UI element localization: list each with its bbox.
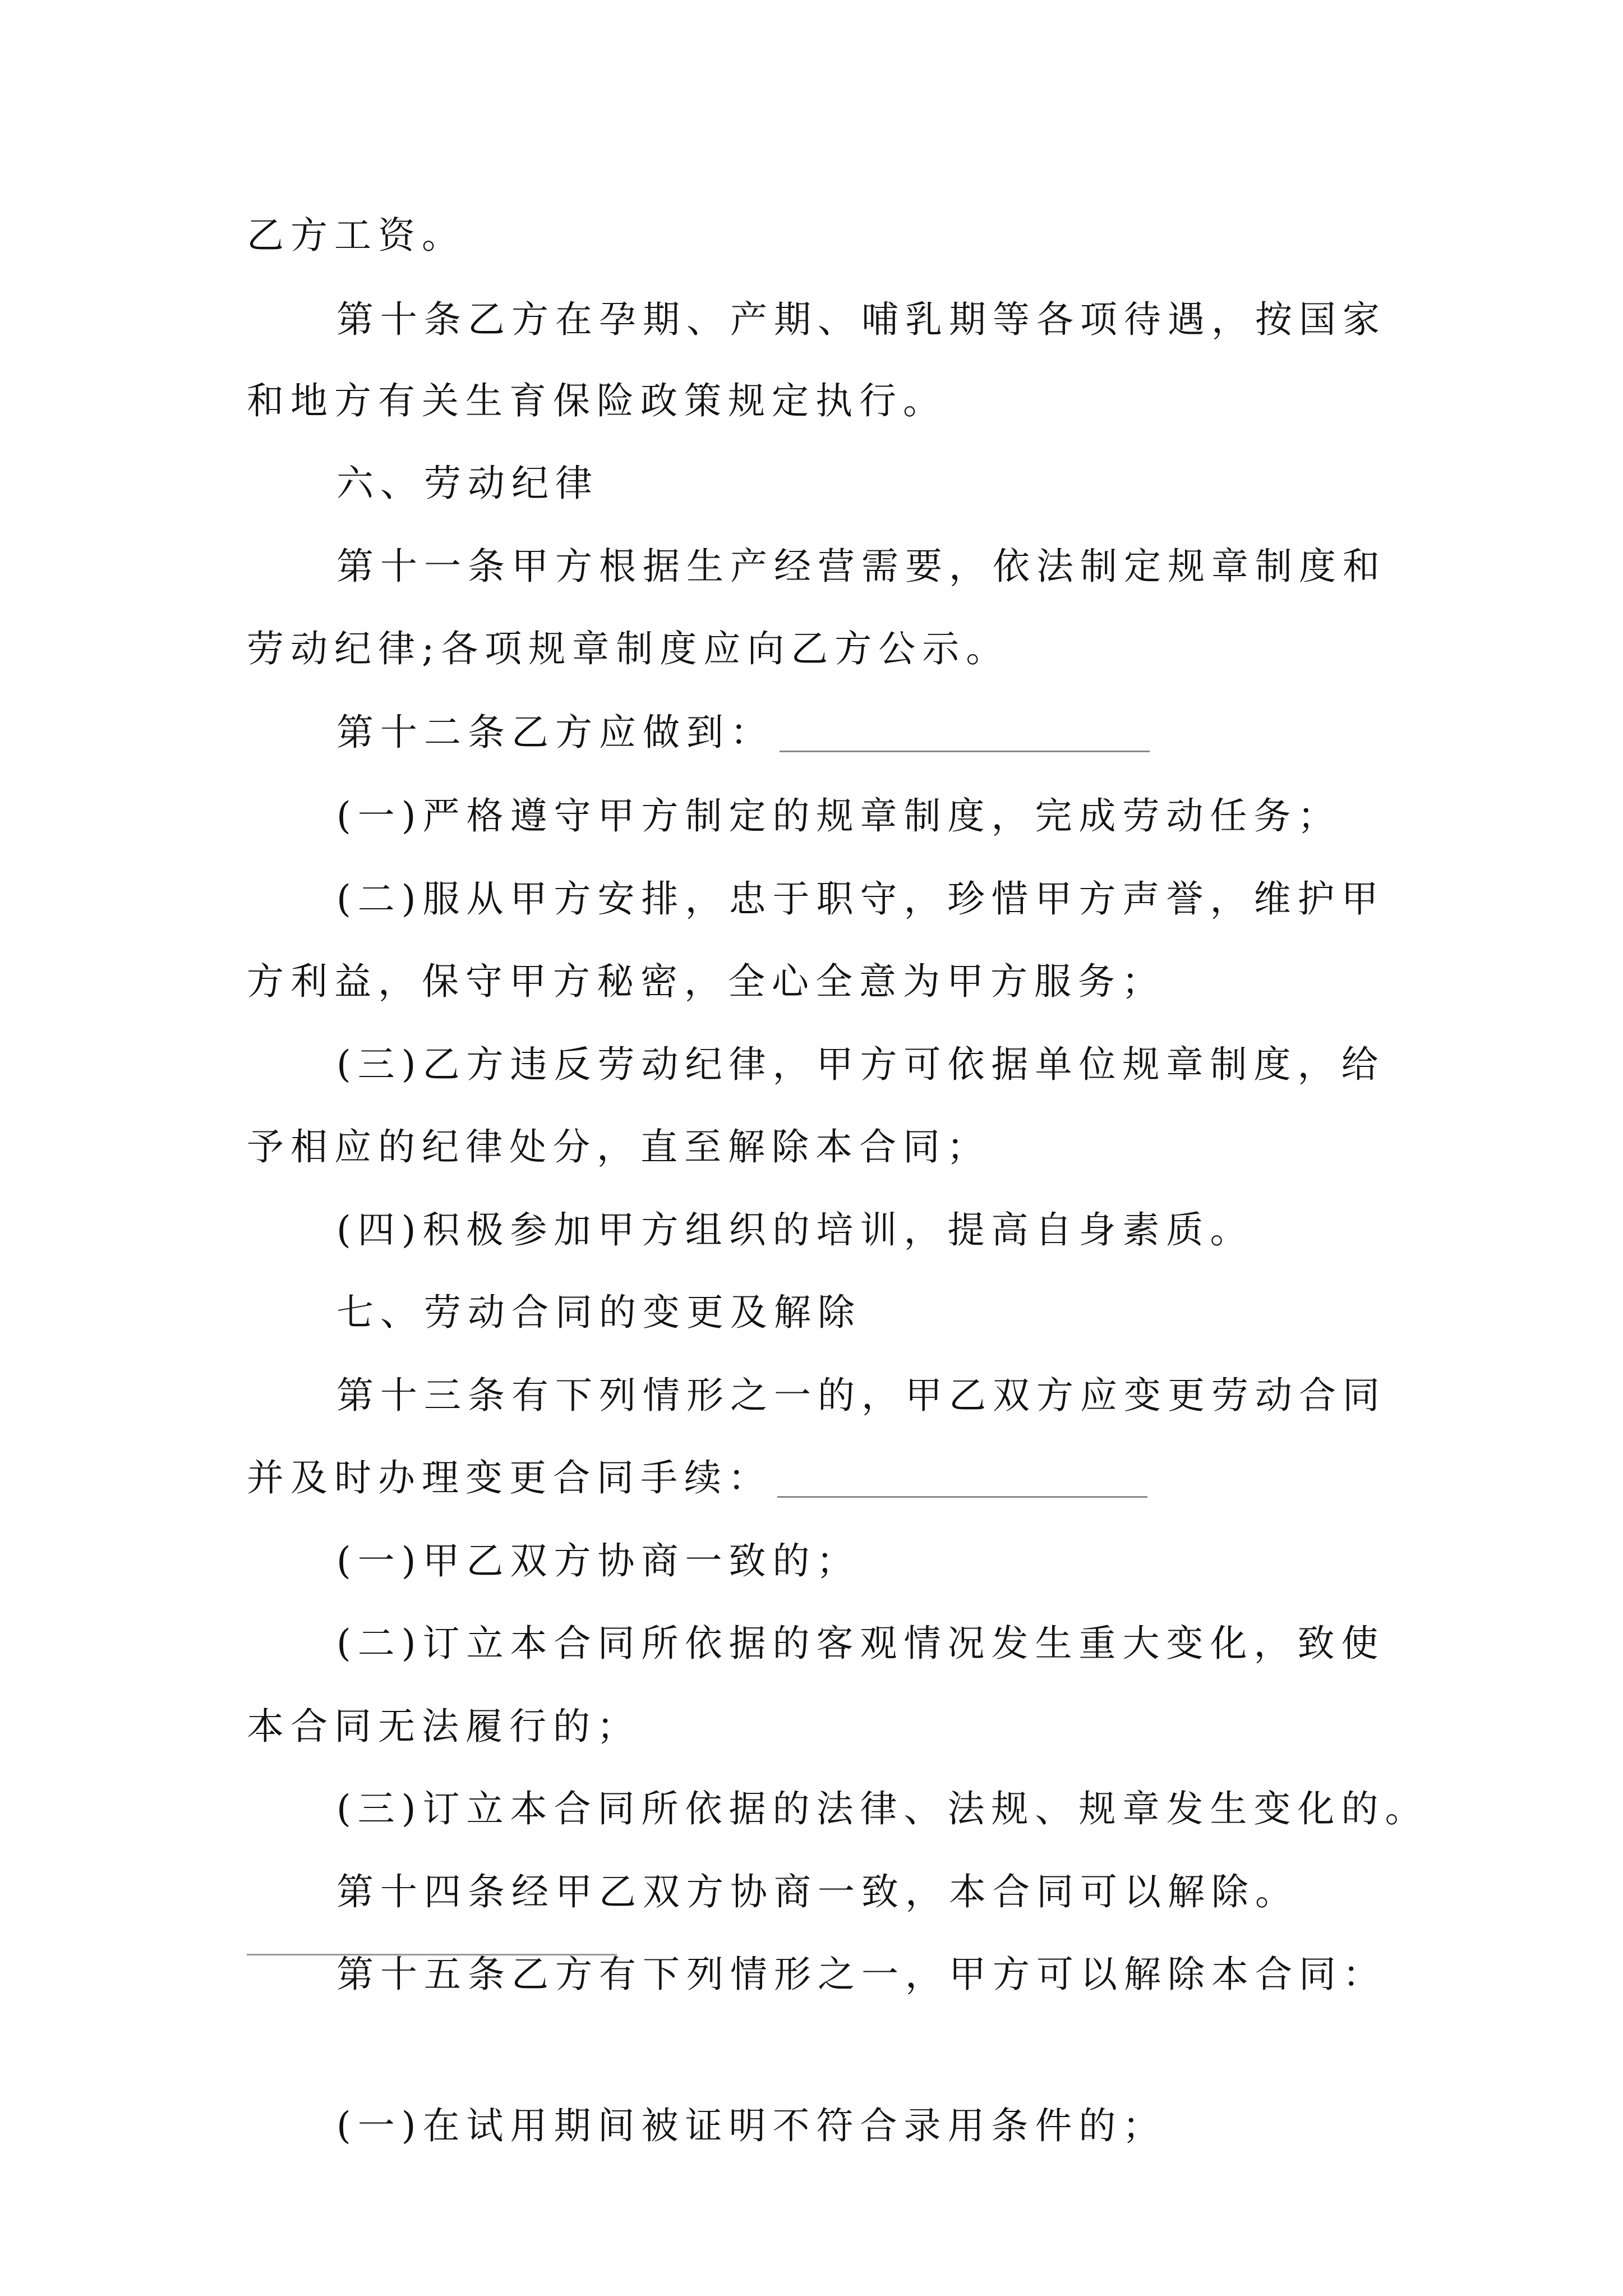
text-line: (一)在试用期间被证明不符合录用条件的；	[336, 2104, 1166, 2147]
fill-in-blank	[780, 748, 1150, 752]
text-line: 第十一条甲方根据生产经营需要，依法制定规章制度和	[336, 545, 1386, 588]
text-line: 第十二条乙方应做到：	[336, 711, 774, 754]
text-line: (一)严格遵守甲方制定的规章制度，完成劳动任务；	[336, 794, 1341, 838]
text-line: 予相应的纪律处分，直至解除本合同；	[247, 1125, 990, 1168]
text-line: (三)乙方违反劳动纪律，甲方可依据单位规章制度，给	[336, 1043, 1385, 1086]
text-line: (三)订立本合同所依据的法律、法规、规章发生变化的。	[336, 1787, 1429, 1830]
footnote-separator	[247, 1954, 617, 1955]
section-heading: 六、劳动纪律	[336, 462, 599, 505]
text-line: (一)甲乙双方协商一致的；	[336, 1539, 860, 1582]
text-line: 本合同无法履行的；	[247, 1705, 640, 1748]
text-line: 第十四条经甲乙双方协商一致，本合同可以解除。	[336, 1870, 1299, 1913]
text-line: 方利益，保守甲方秘密，全心全意为甲方服务；	[247, 960, 1165, 1003]
text-line: (二)订立本合同所依据的客观情况发生重大变化，致使	[336, 1622, 1385, 1665]
text-line: 并及时办理变更合同手续：	[247, 1456, 772, 1499]
text-line: (四)积极参加甲方组织的培训，提高自身素质。	[336, 1208, 1254, 1251]
text-line-with-blank	[336, 705, 1150, 761]
text-line: (二)服从甲方安排，忠于职守，珍惜甲方声誉，维护甲	[336, 877, 1385, 921]
fill-in-blank	[777, 1494, 1147, 1498]
section-heading: 七、劳动合同的变更及解除	[336, 1291, 861, 1334]
text-line: 第十五条乙方有下列情形之一，甲方可以解除本合同：	[336, 1953, 1386, 1996]
text-line: 劳动纪律;各项规章制度应向乙方公示。	[247, 627, 1010, 670]
text-line: 和地方有关生育保险政策规定执行。	[247, 379, 947, 422]
text-line: 第十条乙方在孕期、产期、哺乳期等各项待遇，按国家	[336, 298, 1386, 341]
text-line: 第十三条有下列情形之一的，甲乙双方应变更劳动合同	[336, 1374, 1386, 1417]
text-line: 乙方工资。	[247, 214, 465, 257]
text-line-with-blank	[247, 1450, 1147, 1506]
